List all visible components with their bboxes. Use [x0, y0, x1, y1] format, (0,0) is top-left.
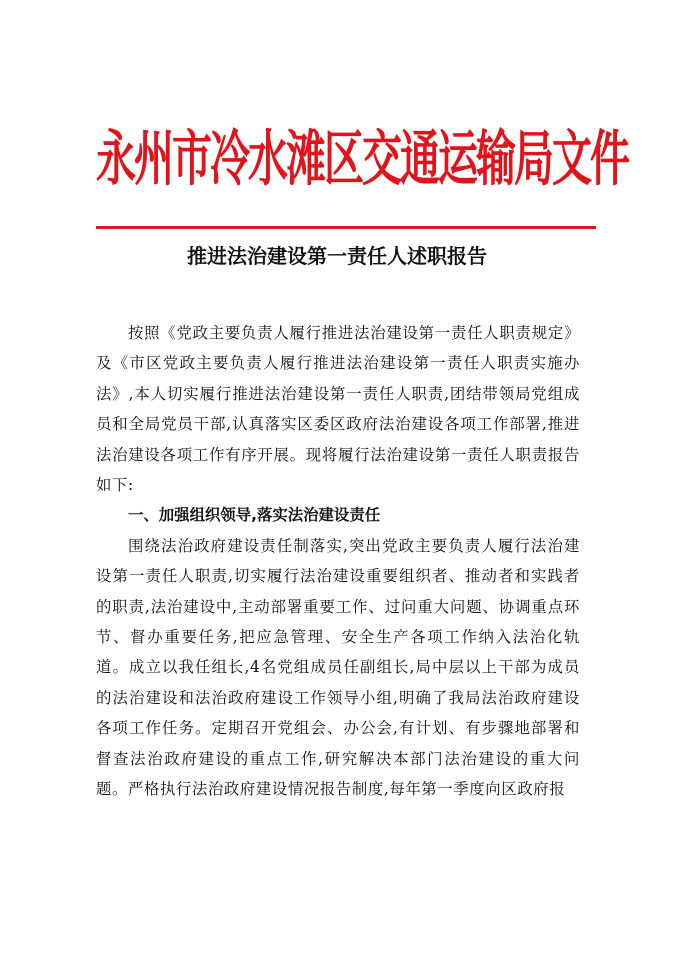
section-1-paragraph: 围绕法治政府建设责任制落实,突出党政主要负责人履行法治建设第一责任人职责,切实履行法治建设重要组织者、推动者和实践者的职责,法治建设中,主动部署重要工作、过问重大问题、协调重点环节、督办重要任务,把应急管理、安全生产各项工作纳入法治化轨道。成立以我任组长,4名党组成员任副组长,局中层以上干部为成员的法治建设和法治政府建设工作领导小组,明确了我局法治政府建设各项工作任务。定期召开党组会、办公会,有计划、有步骤地部署和督查法治政府建设的重点工作,研究解决本部门法治建设的重大问题。严格执行法治政府建设情况报告制度,每年第一季度向区政府报 — [96, 536, 580, 799]
red-header-rule — [96, 226, 596, 229]
document-body — [96, 318, 580, 805]
section-heading-1: 一、加强组织领导,落实法治建设责任 — [128, 506, 381, 525]
intro-paragraph: 按照《党政主要负责人履行推进法治建设第一责任人职责规定》及《市区党政主要负责人履行推进法治建设第一责任人职责实施办法》,本人切实履行推进法治建设第一责任人职责,团结带领局党组成员和全局党员干部,认真落实区委区政府法治建设各项工作部署,推进法治建设各项工作有序开展。现将履行法治建设第一责任人职责报告如下: — [96, 324, 580, 495]
document-title: 推进法治建设第一责任人述职报告 — [187, 244, 487, 268]
document-masthead: 永州市冷水滩区交通运输局文件 — [96, 124, 628, 195]
